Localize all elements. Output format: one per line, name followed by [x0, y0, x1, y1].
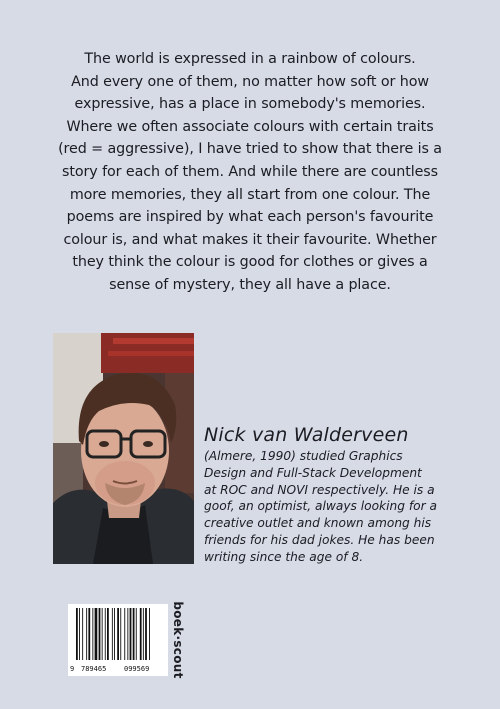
bio-line: (Almere, 1990) studied Graphics [204, 449, 403, 463]
blurb-line: Where we often associate colours with certain traits [66, 118, 434, 135]
blurb-line: And every one of them, no matter how soft or how [71, 73, 429, 90]
author-name: Nick van Walderveen [204, 424, 409, 446]
blurb-line: story for each of them. And while there are countless [62, 163, 438, 180]
bio-line: goof, an optimist, always looking for a [204, 499, 437, 514]
author-photo [53, 333, 194, 564]
bio-line: writing since the age of 8. [204, 549, 364, 564]
blurb-line: poems are inspired by what each person's favourite [66, 209, 434, 226]
bio-line: creative outlet and known among his [204, 516, 432, 531]
back-cover-blurb [40, 48, 460, 297]
isbn-barcode [68, 604, 168, 676]
barcode-digits-right: 099569 [124, 665, 150, 673]
blurb-line: The world is expressed in a rainbow of colours. [84, 51, 416, 67]
barcode-digits-left: 789465 [81, 665, 107, 673]
blurb-line: colour is, and what makes it their favourite. Whether [63, 231, 437, 248]
publisher-logo: boek·scout [171, 601, 185, 679]
author-portrait-image [53, 333, 194, 564]
blurb-line: expressive, has a place in somebody's memories. [74, 96, 426, 113]
blurb-line: (red = aggressive), I have tried to show that there is a [58, 141, 442, 158]
blurb-line: sense of mystery, they all have a place. [109, 276, 391, 293]
blurb-line: more memories, they all start from one colour. The [69, 186, 431, 203]
bio-line: Design and Full-Stack Development [204, 465, 422, 480]
bio-line: at ROC and NOVI respectively. He is a [204, 482, 435, 497]
barcode-digit-first: 9 [70, 665, 75, 673]
bio-line: friends for his dad jokes. He has been [204, 532, 435, 547]
blurb-line: they think the colour is good for clothes or gives a [72, 254, 428, 271]
barcode-bars [74, 608, 162, 660]
author-bio [204, 448, 474, 566]
